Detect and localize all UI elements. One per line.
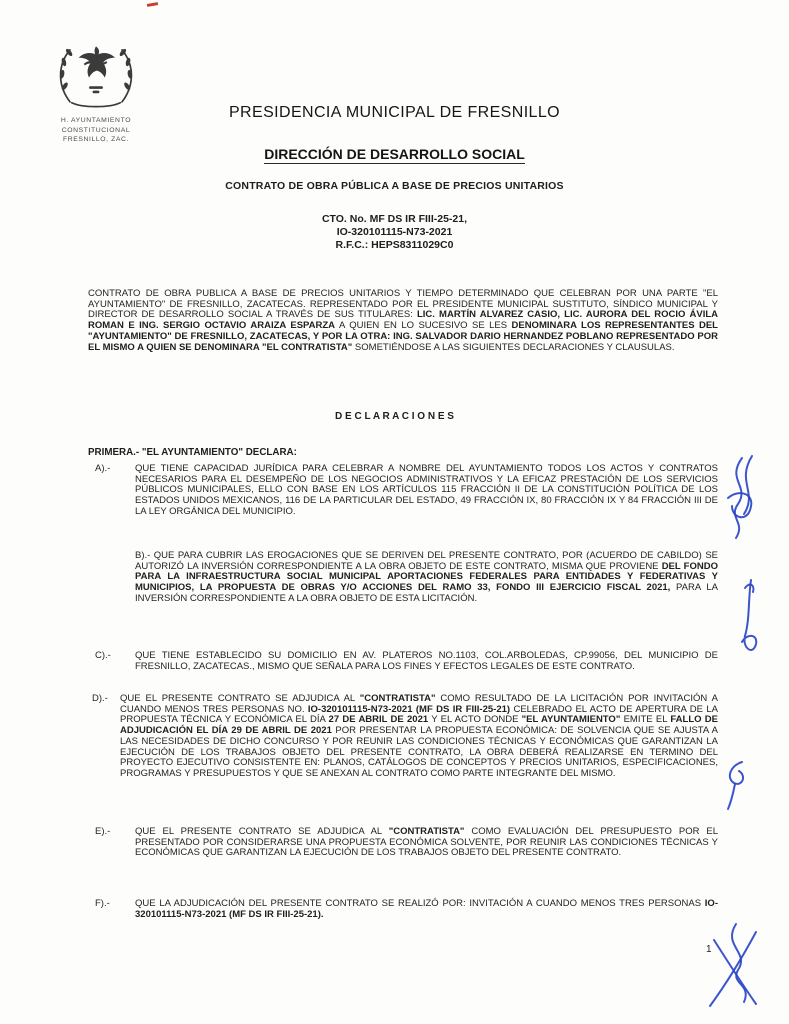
- document-subtitle: [0, 146, 789, 164]
- signature-ink-3: [720, 756, 752, 812]
- letterhead-line-1: H. AYUNTAMIENTO: [60, 117, 132, 124]
- signature-ink-1: [716, 452, 768, 542]
- contract-heading: CONTRATO DE OBRA PÚBLICA A BASE DE PRECIOS UNITARIOS: [225, 180, 564, 192]
- clause-a-label: A).-: [95, 463, 111, 474]
- clause-d: [92, 694, 718, 780]
- clause-f: [95, 899, 718, 920]
- intro-paragraph: CONTRATO DE OBRA PUBLICA A BASE DE PRECIOS UNITARIOS Y TIEMPO DETERMINADO QUE CELEBRAN POR UNA PARTE "EL AYUNTAMIENTO" DE FRESNILLO, ZACATECAS. REPRESENTADO POR EL PRESIDENTE MUNICIPAL SUSTITUTO, SÍNDICO MUNICIPAL Y DIRECTOR DE DESARROLLO SOCIAL A TRAVÉS DE SUS TITULARES: LIC. MARTÍN ALVAREZ CASIO, LIC. AURORA DEL ROCIO ÁVILA ROMAN E ING. SERGIO OCTAVIO ARAIZA ESPARZA A QUIEN EN LO SUCESIVO SE LES DENOMINARA LOS REPRESENTANTES DEL "AYUNTAMIENTO" DE FRESNILLO, ZACATECAS, Y POR LA OTRA: ING. SALVADOR DARIO HERNANDEZ POBLANO REPRESENTADO POR EL MISMO A QUIEN SE DENOMINARA "EL CONTRATISTA" SOMETIÉNDOSE A LAS SIGUIENTES DECLARACIONES Y CLAUSULAS.: [88, 288, 719, 353]
- contract-number: CTO. No. MF DS IR FIII-25-21,: [321, 213, 468, 225]
- clause-a-text: QUE TIENE CAPACIDAD JURÍDICA PARA CELEBRAR A NOMBRE DEL AYUNTAMIENTO TODOS LOS ACTOS Y CONTRATOS NECESARIOS PARA EL DESEMPEÑO DE LOS NEGOCIOS ADMINISTRATIVOS Y LA EFICAZ PRESTACIÓN DE LOS SERVICIOS PÚBLICOS MUNICIPALES, ELLO CON BASE EN LOS ARTÍCULOS 115 FRACCIÓN II DE LA CONSTITUCIÓN POLÍTICA DE LOS ESTADOS UNIDOS MEXICANOS, 116 DE LA PARTICULAR DEL ESTADO, 49 FRACCIÓN IX, 80 FRACCIÓN IX Y 84 FRACCIÓN III DE LA LEY ORGÁNICA DEL MUNICIPIO.: [135, 463, 718, 517]
- clause-d-label: D).-: [92, 693, 108, 704]
- clause-c-label: C).-: [95, 650, 111, 661]
- document-title: PRESIDENCIA MUNICIPAL DE FRESNILLO: [228, 104, 560, 121]
- clause-b: B).- QUE PARA CUBRIR LAS EROGACIONES QUE SE DERIVEN DEL PRESENTE CONTRATO, POR (ACUERDO DE CABILDO) SE AUTORIZÓ LA INVERSIÓN CORRESPONDIENTE A LA OBRA OBJETO DE ESTE CONTRATO, MISMA QUE PROVIENE DEL FONDO PARA LA INFRAESTRUCTURA SOCIAL MUNICIPAL APORTACIONES FEDERALES PARA ENTIDADES Y FEDERATIVAS Y MUNICIPIOS, LA PROPUESTA DE OBRAS Y/O ACCIONES DEL RAMO 33, FONDO III EJERCICIO FISCAL 2021, PARA LA INVERSIÓN CORRESPONDIENTE A LA OBRA OBJETO DE ESTA LICITACIÓN.: [135, 550, 718, 604]
- clause-d-text: QUE EL PRESENTE CONTRATO SE ADJUDICA AL "CONTRATISTA" COMO RESULTADO DE LA LICITACIÓN POR INVITACIÓN A CUANDO MENOS TRES PERSONAS NO. IO-320101115-N73-2021 (MF DS IR FIII-25-21) CELEBRADO EL ACTO DE APERTURA DE LA PROPUESTA TÉCNICA Y ECONÓMICA EL DÍA 27 DE ABRIL DE 2021 Y EL ACTO DONDE "EL AYUNTAMIENTO" EMITE EL FALLO DE ADJUDICACIÓN EL DÍA 29 DE ABRIL DE 2021 POR PRESENTAR LA PROPUESTA ECONÓMICA: DE SOLVENCIA QUE SE AJUSTA A LAS NECESIDADES DE DICHO CONCURSO Y POR REUNIR LAS CONDICIONES TÉCNICAS Y ECONÓMICAS QUE GARANTIZAN LA EJECUCIÓN DE LOS TRABAJOS OBJETO DEL PRESENTE CONTRATO, LA OBRA DEBERÁ REALIZARSE EN TERMINO DEL PROYECTO EJECUTIVO CONSISTENTE EN: PLANOS, CATÁLOGOS DE CONCEPTOS Y PRECIOS UNITARIOS, ESPECIFICACIONES, PROGRAMAS Y PRESUPUESTOS Y QUE SE ANEXAN AL CONTRATO COMO PARTE INTEGRANTE DEL MISMO.: [120, 693, 718, 779]
- clause-e: [95, 827, 718, 859]
- clause-c: [95, 651, 718, 672]
- signature-ink-4: [698, 918, 768, 1013]
- coat-of-arms-icon: [50, 36, 142, 114]
- letterhead-line-2: CONSTITUCIONAL: [61, 126, 131, 134]
- clause-f-label: F).-: [95, 898, 110, 909]
- declarations-heading: D E C L A R A C I O N E S: [335, 411, 454, 422]
- contract-identifiers: [0, 213, 789, 252]
- tender-number: IO-320101115-N73-2021: [336, 226, 453, 238]
- document-subtitle-text: DIRECCIÓN DE DESARROLLO SOCIAL: [264, 146, 525, 162]
- page-number: 1: [706, 944, 712, 955]
- clause-e-label: E).-: [95, 826, 111, 837]
- letterhead-line-3: FRESNILLO, ZAC.: [62, 136, 130, 143]
- clause-c-text: QUE TIENE ESTABLECIDO SU DOMICILIO EN AV. PLATEROS NO.1103, COL.ARBOLEDAS, CP.99056, DEL MUNICIPIO DE FRESNILLO, ZACATECAS., MISMO QUE SEÑALA PARA LOS FINES Y EFECTOS LEGALES DE ESTE CONTRATO.: [135, 650, 718, 672]
- scan-artifact-mark: [147, 2, 158, 7]
- clause-e-text: QUE EL PRESENTE CONTRATO SE ADJUDICA AL "CONTRATISTA" COMO EVALUACIÓN DEL PRESUPUESTO POR EL PRESENTADO POR CONSIDERARSE UNA PROPUESTA ECONÓMICA SOLVENTE, POR REUNIR LAS CONDICIONES TÉCNICAS Y ECONÓMICAS QUE GARANTIZAN LA EJECUCIÓN DE LOS TRABAJOS OBJETO DEL PRESENTE CONTRATO.: [135, 826, 718, 859]
- signature-ink-2: [733, 578, 765, 663]
- clause-a: [95, 464, 718, 518]
- rfc-line: R.F.C.: HEPS8311029C0: [335, 239, 454, 251]
- clause-f-text: QUE LA ADJUDICACIÓN DEL PRESENTE CONTRATO SE REALIZÓ POR: INVITACIÓN A CUANDO MENOS TRES PERSONAS IO-320101115-N73-2021 (MF DS IR FIII-25-21).: [135, 898, 718, 920]
- primera-heading: PRIMERA.- "EL AYUNTAMIENTO" DECLARA:: [88, 447, 297, 458]
